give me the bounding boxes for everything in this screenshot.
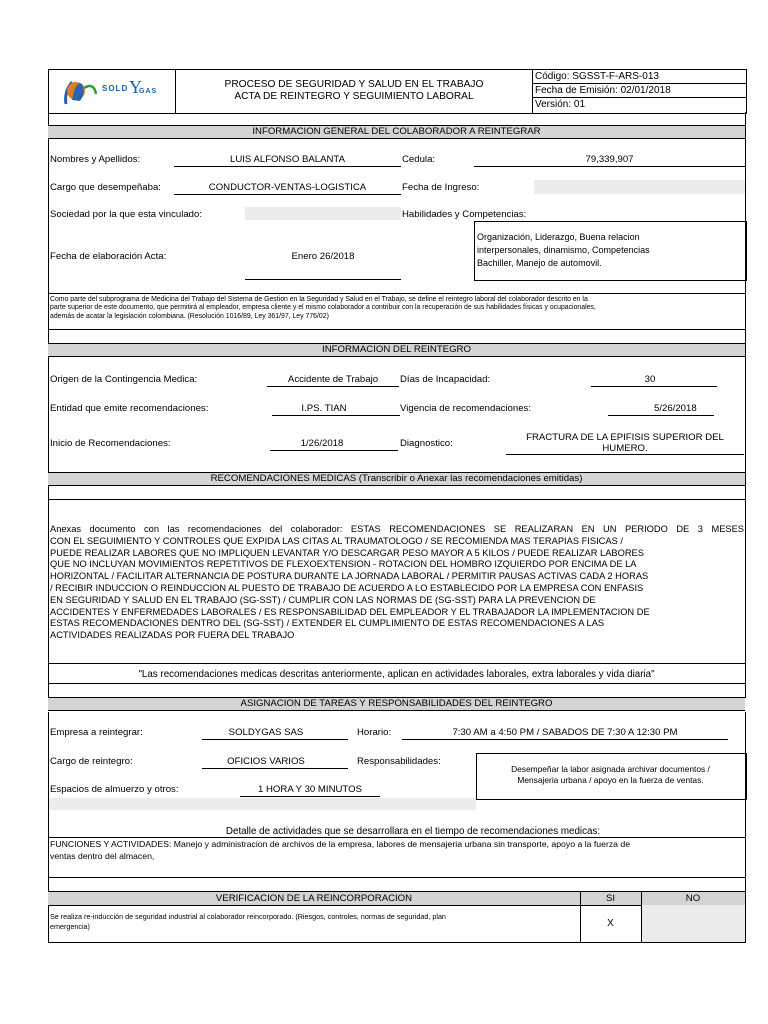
cargo-value: CONDUCTOR-VENTAS-LOGISTICA <box>208 182 367 193</box>
cargo-reintegro-value: OFICIOS VARIOS <box>227 756 305 767</box>
funciones-line2: ventas dentro del almacen, <box>50 851 155 861</box>
habilidades-value-1: Organización, Liderazgo, Buena relacion <box>477 232 640 242</box>
quote-bottom-line <box>48 683 746 684</box>
document-title-line1: PROCESO DE SEGURIDAD Y SALUD EN EL TRABAJO <box>224 79 484 90</box>
recomendacion-line: ACCIDENTES Y ENFERMEDADES LABORALES / ES RESPONSABILIDAD DEL EMPLEADOR Y EL TRABAJADOR LA IMPLEMENTACION DE <box>50 606 650 617</box>
recomendacion-line: ACTIVIDADES REALIZADAS POR FUERA DEL TRABAJO <box>50 630 295 641</box>
empresa-field[interactable] <box>202 739 348 740</box>
funciones-line1[interactable]: FUNCIONES Y ACTIVIDADES: Manejo y administracion de archivos de la empresa, labores de mensajeria urbana sin transporte, apoyo a la fuerza de <box>50 839 631 849</box>
dias-label: Días de Incapacidad: <box>400 374 491 385</box>
inicio-value: 1/26/2018 <box>300 438 344 449</box>
cargo-reintegro-label: Cargo de reintegro: <box>50 756 133 767</box>
fecha-acta-field[interactable] <box>245 279 401 280</box>
logo-text-y: Y <box>129 77 142 97</box>
responsabilidades-value-1: Desempeñar la labor asignada archivar documentos / <box>511 764 710 774</box>
section-title-tareas: ASIGNACION DE TAREAS Y RESPONSABILIDADES DEL REINTEGRO <box>48 697 745 711</box>
espacios-value: 1 HORA Y 30 MINUTOS <box>258 784 362 795</box>
espacios-label: Espacios de almuerzo y otros: <box>50 784 179 795</box>
recomendacion-line: / RECIBIR INDUCCION O REINDUCCION AL PUESTO DE TRABAJO DE ACUERDO A LO ESTABLECIDO POR LA EMPRESA CON ENFASIS <box>50 582 644 593</box>
cargo-field[interactable] <box>174 194 401 195</box>
diagnostico-label: Diagnostico: <box>400 438 453 449</box>
cargo-reintegro-field[interactable] <box>202 768 348 769</box>
section-title-verificacion: VERIFICACION DE LA REINCORPORACION <box>215 893 413 904</box>
habilidades-value-2: interpersonales, dinamismo, Competencias <box>477 245 650 255</box>
entidad-value: I.PS. TIAN <box>301 403 347 414</box>
document-title-line2: ACTA DE REINTEGRO Y SEGUIMIENTO LABORAL <box>234 91 474 102</box>
document-version: Versión: 01 <box>535 99 586 110</box>
habilidades-label: Habilidades y Competencias: <box>402 209 527 220</box>
recomendaciones-spacer-line <box>48 499 746 500</box>
sociedad-label: Sociedad por la que esta vinculado: <box>50 209 203 220</box>
logo-text-left: SOLD <box>102 84 129 93</box>
fecha-ingreso-label: Fecha de Ingreso: <box>402 182 480 193</box>
funciones-top-line <box>48 837 746 838</box>
recomendacion-line: Anexas documento con las recomendaciones del colaborador: ESTAS RECOMENDACIONES SE REALIZARAN EN UN PERIODO DE 3 MESES <box>50 524 744 534</box>
horario-field[interactable] <box>402 739 728 740</box>
section-title-recomendaciones: RECOMENDACIONES MEDICAS (Transcribir o Anexar las recomendaciones emitidas) <box>48 472 745 486</box>
verificacion-no-checkbox[interactable] <box>642 905 745 942</box>
form-left-border <box>48 112 49 698</box>
nombres-value: LUIS ALFONSO BALANTA <box>230 154 345 165</box>
section-title-general: INFORMACION GENERAL DEL COLABORADOR A REINTEGRAR <box>48 125 745 139</box>
recomendaciones-quote: "Las recomendaciones medicas descritas anteriormente, aplican en actividades laborales, extra laborales y vida diaria" <box>138 669 655 680</box>
verificacion-item-line2: emergencia) <box>50 922 90 931</box>
recomendaciones-text[interactable] <box>50 524 744 642</box>
verificacion-si-header: SI <box>605 893 616 904</box>
verificacion-si-checkbox[interactable]: X <box>607 918 614 929</box>
header-info-row1 <box>532 83 746 84</box>
cedula-label: Cedula: <box>402 154 436 165</box>
espacios-field[interactable] <box>240 796 380 797</box>
entidad-label: Entidad que emite recomendaciones: <box>50 403 209 414</box>
header-info-row2 <box>532 97 746 98</box>
fecha-ingreso-field[interactable] <box>534 180 745 194</box>
cargo-label: Cargo que desempeñaba: <box>50 182 161 193</box>
detalle-title: Detalle de actividades que se desarrollara en el tiempo de recomendaciones medicas: <box>225 826 601 837</box>
responsabilidades-label: Responsabilidades: <box>357 756 441 767</box>
logo-text-right: GAS <box>139 88 158 95</box>
form-right-border <box>745 112 746 698</box>
document-issue-date: Fecha de Emisión: 02/01/2018 <box>535 85 671 96</box>
horario-label: Horario: <box>357 727 392 738</box>
espacios-extra-field <box>49 798 476 810</box>
habilidades-value-3: Bachiller, Manejo de automovil. <box>477 258 602 268</box>
diagnostico-value-1: FRACTURA DE LA EPIFISIS SUPERIOR DEL <box>526 432 724 443</box>
recomendacion-line: QUE NO INCLUYAN MOVIMIENTOS REPETITIVOS DE FLEXOEXTENSION - ROTACION DEL HOMBRO IZQUIERDO POR ENCIMA DE LA <box>50 559 637 570</box>
fecha-acta-label: Fecha de elaboración Acta: <box>50 251 167 262</box>
verificacion-no-header: NO <box>685 893 701 904</box>
nombres-label: Nombres y Apellidos: <box>50 154 141 165</box>
vigencia-label: Vigencia de recomendaciones: <box>400 403 532 414</box>
diagnostico-value-2: HUMERO. <box>602 443 648 454</box>
responsabilidades-value-2: Mensajeria urbana / apoyo en la fuerza de ventas. <box>517 775 704 785</box>
document-code: Código: SGSST-F-ARS-013 <box>535 71 659 82</box>
legal-top-line <box>48 293 746 294</box>
company-logo <box>62 74 172 108</box>
quote-top-line <box>48 663 746 664</box>
inicio-label: Inicio de Recomendaciones: <box>50 438 171 449</box>
dias-field[interactable] <box>591 386 717 387</box>
recomendacion-line: HORIZONTAL / FACILITAR ALTERNANCIA DE POSTURA DURANTE LA JORNADA LABORAL / PERMITIR PAUSAS ACTIVAS CADA 2 HORAS <box>50 571 649 582</box>
header-divider-info <box>532 69 533 113</box>
inicio-field[interactable] <box>270 450 398 451</box>
origen-value: Accidente de Trabajo <box>287 374 379 385</box>
verificacion-top-spacer <box>48 877 746 878</box>
empresa-value: SOLDYGAS SAS <box>228 727 304 738</box>
entidad-field[interactable] <box>272 415 400 416</box>
recomendacion-line: EN SEGURIDAD Y SALUD EN EL TRABAJO (SG-SST) / CUMPLIR CON LAS NORMAS DE (SG-SST) PARA LA PREVENCION DE <box>50 594 596 605</box>
fecha-acta-value: Enero 26/2018 <box>291 251 355 262</box>
dias-value: 30 <box>644 374 656 385</box>
horario-value: 7:30 AM a 4:50 PM / SABADOS DE 7:30 A 12:30 PM <box>452 727 678 738</box>
verificacion-col-si <box>580 891 581 943</box>
vigencia-field[interactable] <box>608 415 714 416</box>
legal-text-line2: parte superior de este documento, que permitirá al empleador, empresa cliente y el mismo colaborador a contribuir con la recuperación de sus habilidades físicas y ocupacionales, <box>50 304 596 311</box>
legal-bottom-line <box>48 329 746 330</box>
recomendacion-line: CON EL SEGUIMIENTO Y CONTROLES QUE EXPIDA LAS CITAS AL TRAUMATOLOGO / SE RECOMIENDA MAS TERAPIAS FISICAS / <box>50 535 623 546</box>
empresa-label: Empresa a reintegrar: <box>50 727 143 738</box>
vigencia-value: 5/26/2018 <box>654 403 697 414</box>
nombres-field[interactable] <box>174 166 401 167</box>
origen-label: Origen de la Contingencia Medica: <box>50 374 198 385</box>
cedula-value: 79,339,907 <box>585 154 634 165</box>
recomendacion-line: PUEDE REALIZAR LABORES QUE NO IMPLIQUEN LEVANTAR Y/O DESCARGAR PESO MAYOR A 5 KILOS / PUEDE REALIZAR LABORES <box>50 547 644 558</box>
cedula-field[interactable] <box>474 166 745 167</box>
verificacion-item-line1: Se realiza re-inducción de seguridad industrial al colaborador reincorporado. (Riesgos, controles, normas de seguridad, plan <box>50 912 446 921</box>
legal-text-line3: además de acatar la legislación colombiana. (Resolución 1016/89, Ley 361/97, Ley 776/02) <box>50 313 329 320</box>
legal-text-line1: Como parte del subprograma de Medicina del Trabajo del Sistema de Gestion en la Seguridad y Salud en el Trabajo, se define el reintegro laboral del colaborador descrito en la <box>50 296 588 303</box>
recomendacion-line: ESTAS RECOMENDACIONES DENTRO DEL (SG-SST) / EXTENDER EL CUMPLIMIENTO DE ESTAS RECOMENDACIONES A LAS <box>50 618 605 629</box>
sociedad-field[interactable] <box>245 207 401 220</box>
diagnostico-field[interactable] <box>506 454 744 455</box>
origen-field[interactable] <box>267 386 399 387</box>
section-title-reintegro: INFORMACION DEL REINTEGRO <box>48 343 745 357</box>
